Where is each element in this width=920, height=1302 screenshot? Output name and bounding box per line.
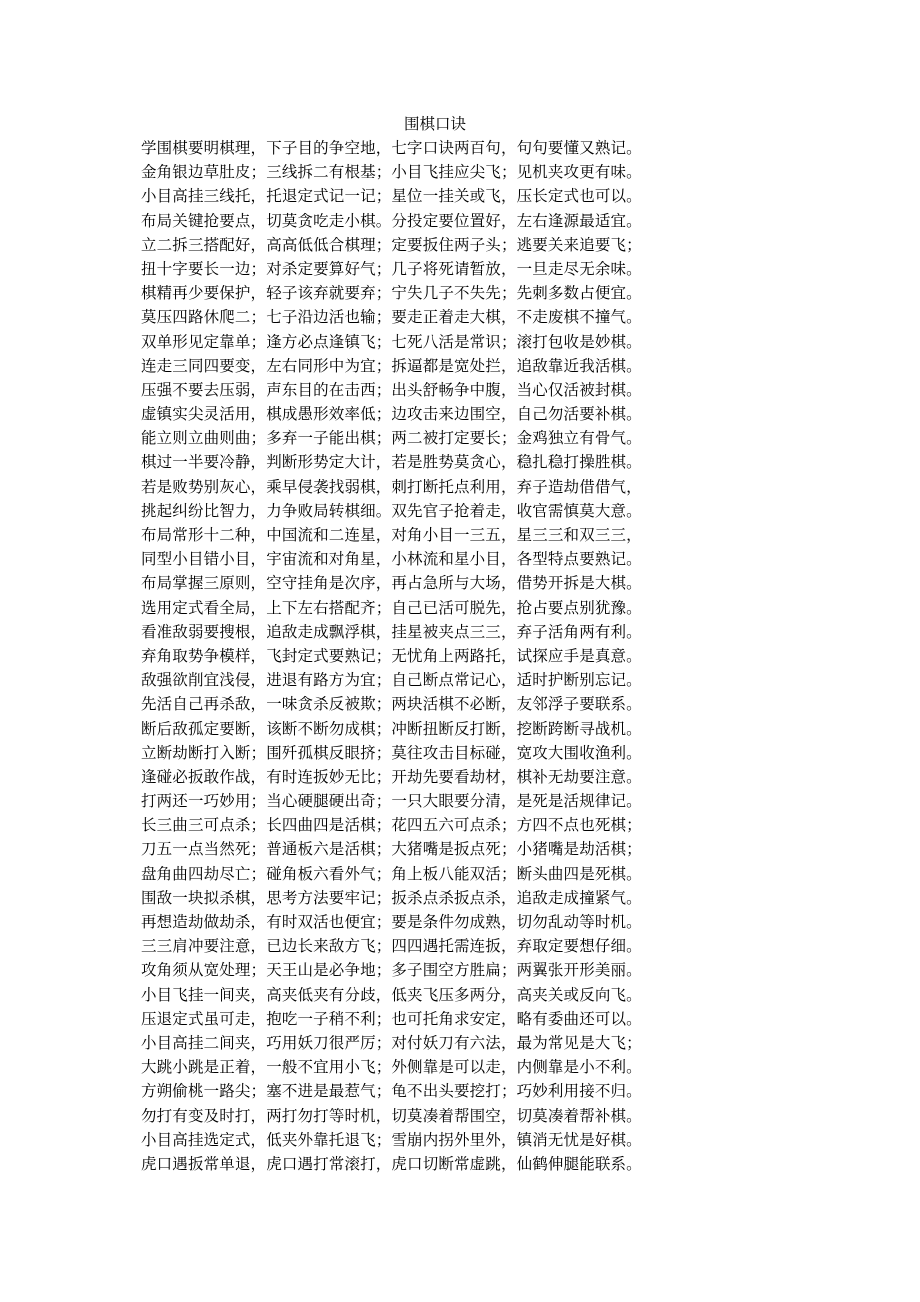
verse-line: 刀五一点当然死；普通板六是活棋；大猪嘴是扳点死；小猪嘴是劫活棋； (141, 840, 642, 859)
verse-line: 布局常形十二种，中国流和二连星，对角小目一三五，星三三和双三三， (141, 526, 642, 544)
verse-line: 再想造劫做劫杀，有时双活也便宜；要是条件勿成熟，切勿乱动等时机。 (141, 913, 642, 931)
verse-line: 长三曲三可点杀；长四曲四是活棋；花四五六可点杀；方四不点也死棋； (141, 816, 642, 835)
verse-line: 立断劫断打入断；围歼孤棋反眼挤；莫往攻击目标碰，宽攻大围收渔利。 (141, 743, 642, 762)
verse-line: 勿打有变及时打，两打勿打等时机，切莫凑着帮围空，切莫凑着帮补棋。 (141, 1106, 642, 1125)
verse-line: 围敌一块拟杀棋，思考方法要牢记；扳杀点杀扳点杀，追敌走成撞紧气。 (141, 888, 642, 907)
verse-line: 盘角曲四劫尽亡；碰角板六看外气；角上板八能双活；断头曲四是死棋。 (141, 864, 642, 883)
verse-line: 弃角取势争模样，飞封定式要熟记；无忧角上两路托，试探应手是真意。 (141, 646, 642, 665)
verse-line: 能立则立曲则曲；多弃一子能出棋；两二被打定要长；金鸡独立有骨气。 (141, 429, 642, 448)
verse-line: 双单形见定靠单；逢方必点逢镇飞；七死八活是常识；滚打包收是妙棋。 (141, 332, 642, 351)
verse-line: 虚镇实尖灵活用，棋成愚形效率低；边攻击来边围空，自己勿活要补棋。 (141, 405, 642, 424)
verse-line: 小目高挂三线托，托退定式记一记；星位一挂关或飞，压长定式也可以。 (141, 187, 642, 206)
verse-line: 棋精再少要保护，轻子该弃就要弃；宁失几子不失先；先刺多数占便宜。 (141, 284, 642, 303)
verse-line: 攻角须从宽处理；天王山是必争地；多子围空方胜扁；两翼张开形美丽。 (141, 961, 642, 980)
verse-line: 挑起纠纷比智力，力争败局转棋细。双先官子抢着走，收官需慎莫大意。 (141, 501, 642, 520)
verse-line: 金角银边草肚皮；三线拆二有根基；小目飞挂应尖飞；见机夹攻更有味。 (141, 163, 642, 182)
verse-line: 同型小目错小目，宇宙流和对角星，小林流和星小目，各型特点要熟记。 (141, 550, 642, 569)
verse-line: 三三肩冲要注意，已边长来敌方飞；四四遇托需连扳，弃取定要想仔细。 (141, 937, 642, 956)
verse-line: 大跳小跳是正着，一般不宜用小飞；外侧靠是可以走，内侧靠是小不利。 (141, 1058, 642, 1077)
verse-line: 布局关键抢要点，切莫贪吃走小棋。分投定要位置好，左右逢源最适宜。 (141, 211, 642, 230)
verse-line: 方朔偷桃一路尖；塞不进是最惹气；龟不出头要挖打；巧妙利用接不归。 (141, 1082, 642, 1101)
verse-line: 虎口遇扳常单退，虎口遇打常滚打，虎口切断常虚跳，仙鹤伸腿能联系。 (141, 1154, 642, 1173)
verse-line: 学围棋要明棋理，下子目的争空地，七字口诀两百句，句句要懂又熟记。 (141, 139, 642, 157)
verse-line: 先活自己再杀敌，一味贪杀反被欺；两块活棋不必断，友邻浮子要联系。 (141, 695, 642, 714)
verse-line: 看准敌弱要搜根，追敌走成飘浮棋，挂星被夹点三三，弃子活角两有利。 (141, 622, 642, 641)
verse-lines (141, 136, 741, 1176)
verse-line: 小目高挂选定式，低夹外靠托退飞；雪崩内拐外里外，镇消无忧是好棋。 (141, 1130, 642, 1149)
verse-line: 选用定式看全局，上下左右搭配齐；自己已活可脱先，抢占要点别犹豫。 (141, 598, 642, 617)
verse-line: 布局掌握三原则，空守挂角是次序，再占急所与大场，借势开拆是大棋。 (141, 574, 642, 593)
verse-line: 小目高挂二间夹，巧用妖刀很严厉；对付妖刀有六法，最为常见是大飞； (141, 1033, 642, 1052)
verse-line: 逢碰必扳敢作战，有时连扳妙无比；开劫先要看劫材，棋补无劫要注意。 (141, 767, 642, 786)
verse-line: 打两还一巧妙用；当心硬腿硬出奇；一只大眼要分清，是死是活规律记。 (141, 792, 642, 811)
verse-line: 压强不要去压弱，声东目的在击西；出头舒畅争中腹，当心仅活被封棋。 (141, 380, 642, 399)
verse-line: 连走三同四要变，左右同形中为宜；拆逼都是宽处拦，追敌靠近我活棋。 (141, 356, 642, 375)
verse-line: 扭十字要长一边；对杀定要算好气；几子将死请暂放，一旦走尽无余味。 (141, 259, 642, 278)
document-title: 围棋口诀 (403, 115, 466, 133)
verse-line: 立二拆三搭配好，高高低低合棋理；定要扳住两子头；逃要关来追要飞； (141, 235, 642, 254)
verse-line: 断后敌孤定要断，该断不断勿成棋；冲断扭断反打断，挖断跨断寻战机。 (141, 719, 642, 738)
verse-line: 敌强欲削宜浅侵，进退有路方为宜；自己断点常记心，适时护断别忘记。 (141, 671, 642, 690)
verse-line: 压退定式虽可走，抱吃一子稍不利；也可托角求安定，略有委曲还可以。 (141, 1009, 642, 1028)
verse-line: 棋过一半要冷静，判断形势定大计，若是胜势莫贪心，稳扎稳打操胜棋。 (141, 453, 642, 472)
verse-line: 莫压四路休爬二；七子沿边活也输；要走正着走大棋，不走废棋不撞气。 (141, 308, 642, 327)
verse-line: 小目飞挂一间夹，高夹低夹有分歧，低夹飞压多两分，高夹关或反向飞。 (141, 985, 642, 1004)
verse-line: 若是败势别灰心，乘早侵袭找弱棋，刺打断托点利用，弃子造劫借借气， (141, 477, 642, 496)
